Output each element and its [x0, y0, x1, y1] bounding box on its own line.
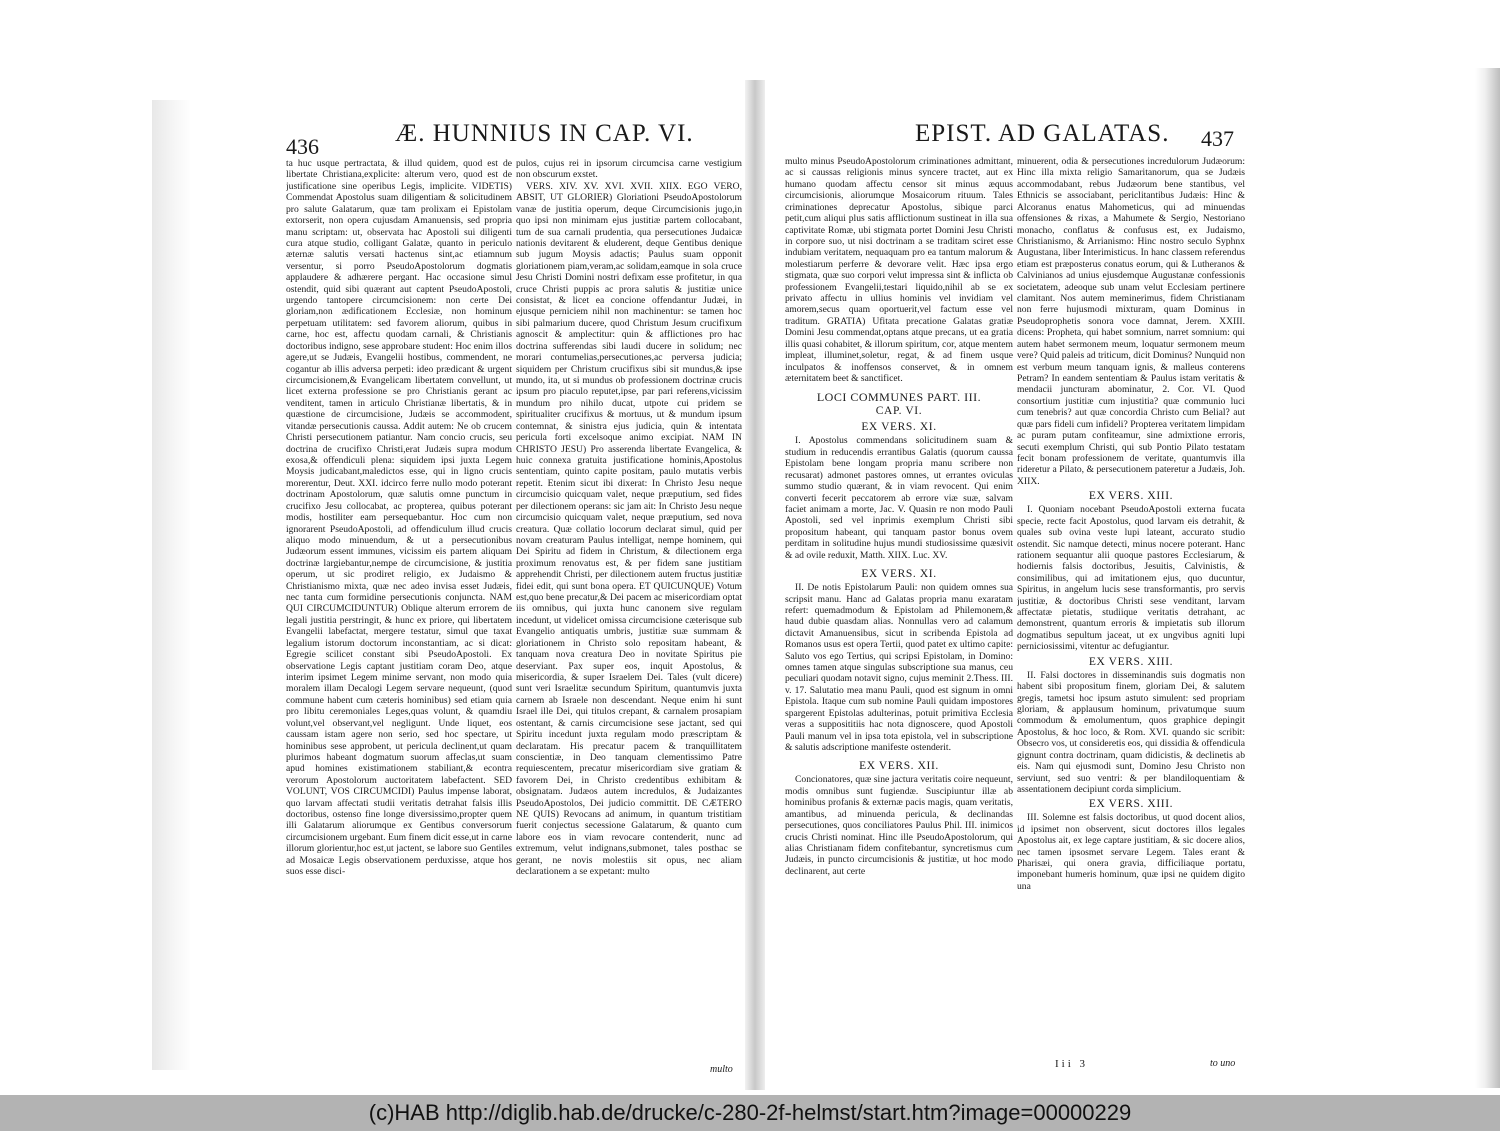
left-page-edge — [152, 100, 192, 1070]
right-catchword: to uno — [1210, 1058, 1236, 1069]
loci-title: LOCI COMMUNES PART. III. — [816, 390, 982, 405]
verse-heading-4: EX VERS. XIII. — [1088, 490, 1174, 503]
verse-heading-6: EX VERS. XIII. — [1088, 798, 1174, 811]
left-column-2 — [516, 158, 742, 1063]
right-col1-paragraph-1: multo minus PseudoApostolorum criminationes admittant, ac si caussas religionis minus syncere tractet, aut ex humano quodam affectu censor sit minus æquus circumcisionis, aliorumque Mosaicorum rituum. Tales criminationes deprecatur Apostolus, sibique parci petit,cum aliqui plus satis afflictionum sustineat in illa sua captivitate Romæ, ubi stigmata portet Domini Jesu Christi in corpore suo, ut nisi doctrinam a se traditam sciret esse indubiam veritatem, nequaquam pro ea tantum malorum & molestiarum perferre & devorare velit. Hæc ipsa ergo stigmata, quæ suo corpori velut impressa sint & inflicta ob professionem Evangelii,testari liquido,nihil ab se ex privato affectu in ullius hominis vel invidiam vel amorem,secus quam oportuerit,vel factum esse vel traditum. GRATIA) Ufitata precatione Galatas gratiæ Domini Jesu commendat,optans atque precans, ut ea gratia illis quasi cohabitet, & illorum spiritum, cor, atque mentem impleat, illuminet,soletur, regat, & ad finem usque inculpatos & inoffensos conservet, & in omnem æternitatem beet & sanctificet. — [785, 156, 1013, 385]
left-page-number: 436 — [286, 134, 319, 159]
right-column-1 — [785, 156, 1013, 1071]
left-column-1 — [286, 158, 512, 1073]
verse-heading-1: EX VERS. XI. — [861, 421, 937, 434]
loci-chapter: CAP. VI. — [875, 405, 923, 418]
right-col2-paragraph-1: minuerent, odia & persecutiones incredulorum Judæorum: Hinc illa mixta religio Samaritanorum, qua se Judæis accommodabant, rebus Judæorum bene stantibus, vel Ethnicis se associabant, periclitantibus Judæis: Hinc & Alcoranus enatus Mahometicus, qui ad minuendas offensiones & rixas, a Mahumete & Sergio, Nestoriano monacho, conflatus & confusus est, ex Judaismo, Christianismo, & Arrianismo: Hinc nostro seculo Syphnx Augustana, liber Interimisticus. In hanc classem referendus etiam est præposterus conatus eorum, qui & Lutheranos & Calvinianos ad unius ejusdemque Augustanæ confessionis societatem, adeoque sub unam velut Ecclesiam pertinere clamitant. Nos autem meminerimus, fidem Christianam non ferre hujusmodi mixturam, quam Dominus in Pseudoprophetis sonora voce damnat, Jerem. XXIII. dicens: Propheta, qui habet somnium, narret somnium: qui autem habet sermonem meum, loquatur sermonem meum vere? Quid paleis ad triticum, dicit Dominus? Nunquid non est verbum meum tanquam ignis, & malleus conterens Petram? In eandem sententiam & Paulus istam veritatis & mendacii juncturam abominatur, 2. Cor. VI. Quod consortium justitiæ cum injustitia? quæ communio luci cum tenebris? aut quæ concordia Christo cum Belial? aut quæ pars fideli cum infideli? Propterea veritatem limpidam ac puram putam confiteamur, sine admixtione erroris, secuti exemplum Christi, qui sub Pontio Pilato testatam fecit bonam professionem de veritate, quantumvis illa rideretur a Pilato, & persecutionem pateretur a Judæis, Joh. XIIX. — [1017, 156, 1245, 487]
right-col2-paragraph-4: III. Solemne est falsis doctoribus, ut quod docent alios, id ipsimet non observent, sicut doctores illos legales Apostolus ait, ex lege captare justitiam, & sic docere alios, nec tamen ipsosmet servare Legem. Tales erant & Pharisæi, qui onera gravia, difficiliaque portatu, imponebant humeris hominum, quæ ipsi ne quidem digito una — [1017, 812, 1245, 892]
right-col2-paragraph-3: II. Falsi doctores in disseminandis suis dogmatis non habent sibi propositum finem, gloriam Dei, & salutem gregis, tametsi hoc ipsum astuto simulent: sed propriam gloriam, & applausum hominum, privatumque suum commodum & emolumentum, quos graphice depingit Apostolus, & hoc loco, & Rom. XVI. quando sic scribit: Obsecro vos, ut consideretis eos, qui dissidia & offendicula gignunt contra doctrinam, quam didicistis, & declinetis ab eis. Nam qui ejusmodi sunt, Domino Jesu Christo non serviunt, sed suo ventri: & per blandiloquentiam & assentationem decipiunt corda simplicium. — [1017, 669, 1245, 795]
left-catchword: multo — [710, 1064, 733, 1075]
right-page-edge — [1475, 68, 1500, 1088]
copyright-footer: (c)HAB http://diglib.hab.de/drucke/c-280-2f-helmst/start.htm?image=00000229 — [0, 1095, 1500, 1131]
right-col1-paragraph-2: I. Apostolus commendans solicitudinem suam & studium in reducendis errantibus Galatis (quorum caussa Epistolam bene longam propria manu scribere non recusarat) admonet pastores omnes, ut errantes oviculas summo studio quærant, & in viam revocent. Qui enim converti fecerit peccatorem ab errore viæ suæ, salvam faciet animam a morte, Jac. V. Quasin re non modo Pauli Apostoli, sed vel inprimis exemplum Christi sibi propositum habeant, qui tanquam pastor bonus ovem perditam in solitudine hujus mundi studiosissime quæsivit & ad ovile reduxit, Matth. XIIX. Luc. XV. — [785, 435, 1013, 561]
left-col2-paragraph-1: pulos, cujus rei in ipsorum circumcisa carne vestigium non obscurum exstet. — [516, 158, 742, 181]
right-running-head: EPIST. AD GALATAS. — [915, 120, 1170, 147]
right-col1-paragraph-4: Concionatores, quæ sine jactura veritatis coire nequeunt, modis omnibus sunt fugiendæ. Suscipiuntur illæ ab hominibus profanis & externæ pacis magis, quam veritatis, amantibus, ad minuenda pericula, & declinandas persecutiones, quos conciliatores Paulus Phil. III. inimicos crucis Christi nominat. Hinc ille PseudoApostolorum, qui alias Christianam fidem confitebantur, syncretismus cum Judæis, in puncto circumcisionis & justitiæ, ut hoc modo declinarent, aut certe — [785, 774, 1013, 877]
signature-mark: Iii 3 — [1055, 1058, 1089, 1070]
verse-heading-3: EX VERS. XII. — [859, 760, 939, 773]
left-col1-paragraph: ta huc usque pertractata, & illud quidem, quod est de libertate Christiana,explicite: alterum vero, quod est de justificatione sine operibus Legis, implicite. VIDETIS) Commendat Apostolus suam diligentiam & solicitudinem pro salute Galatarum, quæ tam prolixam ei Epistolam extorserit, non opera cujusdam Amanuensis, sed propria manu scriptam: ut, observata hac Apostoli sui diligenti cura atque studio, colligant Galatæ, quanto in periculo æternæ salutis versati hactenus sint,ac etiamnum versentur, si porro PseudoApostolorum dogmatis applaudere & adhærere pergant. Hac occasione simul ostendit, quid sibi quærant aut captent PseudoApostoli, urgendo tantopere circumcisionem: non certe Dei gloriam,non ædificationem Ecclesiæ, non hominum perpetuam utilitatem: sed favorem aliorum, quibus in carne, hoc est, affectu quodam carnali, & Christianis doctoribus indigno, sese approbare student: Hoc enim illos agere,ut se Judæis, Evangelii hostibus, commendent, ne cogantur ab illis adversa perpeti: ideo prædicant & urgent circumcisionem,& Evangelicam libertatem convellunt, ut licet externa professione se pro Christianis gerant ac venditent, tamen in articulo Christianæ libertatis, & in quæstione de circumcisione, Judæis se accommodent, vitandæ persecutionis caussa. Addit autem: Ne ob crucem Christi persecutionem patiantur. Nam concio crucis, seu doctrina de crucifixo Christi,erat Judæis supra modum exosa,& offendiculi plena: siquidem ipsi juxta Legem Moysis judicabant,maledictos esse, qui in ligno crucis morerentur, Deut. XXI. idcirco ferre nullo modo poterant doctrinam Apostolorum, quæ salutis omne punctum in crucifixo Jesu collocabat, ac propterea, quibus poterant modis, hostiliter eam persequebantur. Hoc cum non ignorarent PseudoApostoli, ad offendiculum illud crucis aliquo modo minuendum, & ut a persecutionibus Judæorum essent immunes, vicissim eis partem aliquam doctrinæ largiebantur,nempe de circumcisione, & justitia operum, ut sic prodiret religio, ex Judaismo & Christianismo mixta, quæ nec adeo invisa esset Judæis, nec tanta cum formidine persecutionis conjuncta. NAM QUI CIRCUMCIDUNTUR) Oblique alterum errorem de legali justitia perstringit, & hunc ex priore, qui libertatem Evangelii labefactat, mergere testatur, simul que taxat legalium istorum doctorum inconstantiam, ac si dicat: Egregie scilicet constant sibi PseudoApostoli. Ex observatione Legis captant justitiam coram Deo, atque interim ipsimet Legem minime servant, non modo quia moralem illam Decalogi Legem servare nequeunt, (quod commune habent cum cæteris hominibus) sed etiam quia pro libitu ceremoniales Leges,quas volunt, & quamdiu volunt,vel observant,vel negligunt. Unde liquet, eos caussam istam agere non serio, sed hoc spectare, ut hominibus sese approbent, ut pericula declinent,ut quam plurimos habeant dogmatum suorum affeclas,ut suam apud homines existimationem stabiliant,& econtra verorum Apostolorum auctoritatem labefactent. SED VOLUNT, VOS CIRCUMCIDI) Paulus impense laborat, quo larvam affectati studii veritatis detrahat falsis illis doctoribus, ostenso fine longe diversissimo,propter quem illi Galatarum aliorumque ex Gentibus conversorum circumcisionem urgebant. Eum finem dicit esse,ut in carne illorum glorientur,hoc est,ut jactent, se labore suo Gentiles ad Mosaicæ Legis observationem perduxisse, atque hos suos esse disci- — [286, 158, 512, 878]
verse-heading-5: EX VERS. XIII. — [1088, 655, 1174, 668]
right-col1-paragraph-3: II. De notis Epistolarum Pauli: non quidem omnes sua scripsit manu. Hanc ad Galatas propria manu exaratam refert: quemadmodum & Epistolam ad Philemonem,& haud dubie quasdam alias. Nonnullas vero ad calamum dictavit Amanuensibus, sicut in scribenda Epistola ad Romanos usus est opera Tertii, quod patet ex ultimo capite: Saluto vos ego Tertius, qui scripsi Epistolam, in Domino: omnes tamen atque singulas subscriptione sua manus, ceu peculiari quodam notavit signo, cujus meminit 2.Thess. III. v. 17. Salutatio mea manu Pauli, quod est signum in omni Epistola. Itaque cum sub nomine Pauli quidam impostores spargerent Epistolas adulterinas, potuit primitiva Ecclesia veras a supposititiis hac nota dignoscere, quod Apostoli Pauli manum vel in ipsa tota epistola, vel in subscriptione & salutis adscriptione manifeste ostenderit. — [785, 582, 1013, 753]
right-column-2 — [1017, 156, 1245, 1056]
right-page — [765, 76, 1470, 1081]
verse-heading-2: EX VERS. XI. — [861, 568, 937, 581]
left-running-head: Æ. HUNNIUS IN CAP. VI. — [395, 120, 694, 147]
left-page — [190, 92, 745, 1082]
book-gutter — [745, 80, 765, 1090]
right-page-number: 437 — [1201, 126, 1234, 151]
left-col2-paragraph-2: VERS. XIV. XV. XVI. XVII. XIIX. EGO VERO, ABSIT, UT GLORIER) Gloriationi PseudoApostolorum vanæ de justitia operum, deque Circumcisionis jugo,in quo ipsi non minimam ejus justitiæ partem collocabant, tum de sua carnali prudentia, qua persecutiones Judaicæ nationis devitarent & eluderent, deque Gentibus denique sub jugum Moysis adactis; Paulus suam opponit gloriationem piam,veram,ac solidam,eamque in sola cruce Jesu Christi Domini nostri defixam esse profitetur, in qua cruce Christi puppis ac prora salutis & justitiæ unice consistat, & licet ea concione offendantur Judæi, in ejusque perniciem nihil non machinentur: se tamen hoc sibi palmarium ducere, quod Christum Jesum crucifixum agnoscit & amplectitur: quin & afflictiones pro hac doctrina sufferendas sibi laudi ducere in solidum; nec morari contumelias,persecutiones,ac perversa judicia; siquidem per Christum crucifixus sibi sit mundus,& ipse mundo, ita, ut si mundus ob professionem doctrinæ crucis ipsum pro piaculo reputet,ipse, par pari referens,vicissim mundum pro nihilo ducat, utpote cui pridem se spiritualiter crucifixus & mortuus, ut & mundum ipsum contemnat, & sinistra ejus judicia, quin & intentata pericula forti excelsoque animo excipiat. NAM IN CHRISTO JESU) Pro asserenda libertate Evangelica, & huic connexa gratuita justificatione hominis,Apostolus sententiam, quinto capite positam, paulo mutatis verbis repetit. Etenim sicut ibi dixerat: In Christo Jesu neque circumcisio quicquam valet, neque præputium, sed fides per dilectionem operans: sic jam ait: In Christo Jesu neque circumcisio quicquam valet, neque præputium, sed nova creatura. Quæ collatio locorum declarat simul, quid per novam creaturam Paulus intelligat, nempe hominem, qui Dei Spiritu ad fidem in Christum, & dilectionem erga proximum renovatus est, & per fidem sane justitiam apprehendit Christi, per dilectionem autem fructus justitiæ fidei edit, qui sunt bona opera. ET QUICUNQUE) Votum est,quo bene precatur,& Dei pacem ac misericordiam optat iis omnibus, qui juxta hunc canonem sive regulam incedunt, ut videlicet omissa circumcisione cæterisque sub Evangelio antiquatis umbris, justitiæ suæ summam & gloriationem in Christo solo repositam habeant, & tanquam nova creatura Deo in novitate Spiritus pie deserviant. Pax super eos, inquit Apostolus, & misericordia, & super Israelem Dei. Tales (vult dicere) sunt veri Israelitæ secundum Spiritum, quantumvis juxta carnem ab Israele non descendant. Neque enim hi sunt Israel ille Dei, qui titulos crepant, & carnalem prosapiam ostentant, & carnis circumcisione sese jactant, sed qui Spiritu incedunt juxta regulam modo præscriptam & declaratam. His precatur pacem & tranquillitatem conscientiæ, in Deo tanquam clementissimo Patre requiescentem, precatur misericordiam sive gratiam & favorem Dei, in Christo credentibus exhibitam & obsignatam. Judæos autem incredulos, & Judaizantes PseudoApostolos, Dei judicio committit. DE CÆTERO NE QUIS) Revocans ad animum, in quantum tristitiam fuerit conjectus secessione Galatarum, & quanto cum labore eos in viam revocare contenderit, nunc ad extremum, velut indignans,submonet, tales posthac se gerant, ne novis molestiis sit opus, nec aliam declarationem a se expetant: multo — [516, 180, 742, 878]
right-col2-paragraph-2: I. Quoniam nocebant PseudoApostoli externa fucata specie, recte facit Apostolus, quod larvam eis detrahit, & quales sub ovina veste lupi lateant, accurato studio ostendit. Sic namque detecti, minus nocere poterant. Hanc rationem sequantur alii quoque pastores Ecclesiarum, & hodiernis falsis doctoribus, Jesuitis, Calvinistis, & consimilibus, qui ad imitationem ejus, quo ducuntur, Spiritus, in angelum lucis sese transformantis, pro servis justitiæ, & doctoribus Christi sese venditant, larvam affectatæ pietatis, studiique veritatis detrahant, ac demonstrent, quantum erroris & impietatis sub illorum dogmatibus sepultum jaceat, ut ex ungvibus agniti lupi perniciosissimi, vitentur ac defugiantur. — [1017, 504, 1245, 653]
